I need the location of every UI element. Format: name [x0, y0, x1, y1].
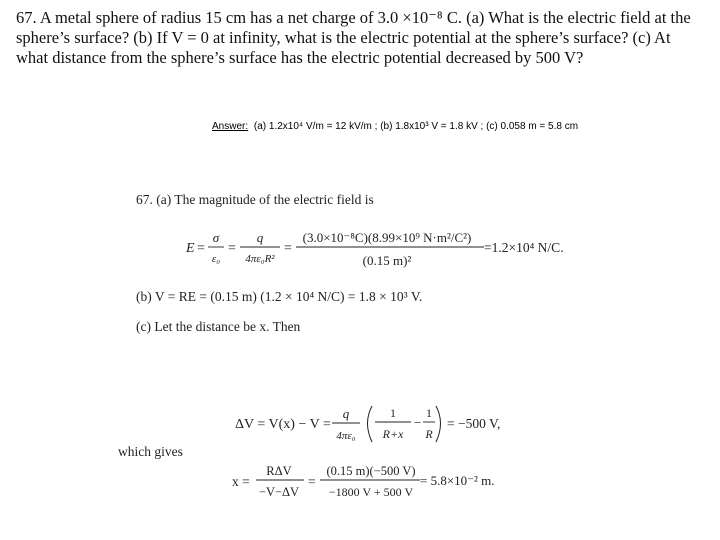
eq-a-frac3-den: (0.15 m)²	[362, 253, 412, 268]
eq-x-lhs: x =	[232, 474, 250, 489]
svg-text:=: =	[284, 241, 292, 256]
eq-a-frac1-num: σ	[212, 230, 220, 245]
eq-a-frac3-num: (3.0×10⁻⁸C)(8.99×10⁹ N·m²/C²)	[302, 230, 472, 245]
svg-text:=: =	[228, 241, 236, 256]
eq-x-frac2-den: −1800 V + 500 V	[328, 485, 414, 499]
eq-x-frac1-den: −V−ΔV	[258, 485, 300, 499]
eq-a-frac1-den: ε₀	[211, 253, 221, 265]
svg-text:−: −	[414, 415, 422, 430]
eq-c-inner2-den: R	[425, 427, 433, 441]
eq-x-frac2-num: (0.15 m)(−500 V)	[326, 464, 416, 478]
equation-distance	[232, 458, 532, 504]
eq-a-result: =1.2×10⁴ N/C.	[484, 240, 564, 255]
eq-c-coef-den: 4πε₀	[336, 430, 356, 442]
eq-a-frac2-num: q	[256, 230, 264, 245]
equation-electric-field	[180, 220, 600, 272]
eq-c-inner1-den: R+x	[382, 427, 404, 441]
equation-potential-difference	[235, 402, 575, 450]
answer-line	[212, 121, 578, 132]
answer-label: Answer:	[212, 121, 249, 132]
eq-c-lhs: ΔV = V(x) − V =	[235, 417, 331, 432]
svg-text:=: =	[197, 241, 205, 256]
eq-c-inner1-num: 1	[390, 406, 396, 420]
part-b-text: (b) V = RE = (0.15 m) (1.2 × 10⁴ N/C) = 1.8 × 10³ V.	[136, 289, 423, 304]
problem-line-2: sphere’s surface? (b) If V = 0 at infinity, what is the electric potential at the sphere’s surface? (c) At	[16, 28, 671, 47]
eq-c-coef-num: q	[342, 406, 350, 421]
problem-line-1: 67. A metal sphere of radius 15 cm has a net charge of 3.0 ×10⁻⁸ C. (a) What is the electric field at the	[16, 8, 691, 27]
which-gives-text: which gives	[118, 444, 183, 459]
part-a-intro: 67. (a) The magnitude of the electric field is	[136, 192, 374, 207]
problem-line-3: what distance from the sphere’s surface has the electric potential decreased by 500 V?	[16, 48, 584, 67]
eq-x-result: = 5.8×10⁻² m.	[420, 473, 495, 488]
eq-a-frac2-den: 4πε₀R²	[245, 253, 275, 265]
part-c-intro: (c) Let the distance be x. Then	[136, 319, 301, 334]
answer-text: (a) 1.2x10⁴ V/m = 12 kV/m ; (b) 1.8x10³ V = 1.8 kV ; (c) 0.058 m = 5.8 cm	[253, 121, 579, 132]
eq-a-lhs: E	[186, 241, 195, 256]
problem-statement	[16, 8, 708, 68]
eq-c-result: = −500 V,	[447, 416, 501, 431]
svg-text:=: =	[308, 474, 316, 489]
eq-x-frac1-num: RΔV	[266, 464, 292, 478]
eq-c-inner2-num: 1	[426, 406, 432, 420]
